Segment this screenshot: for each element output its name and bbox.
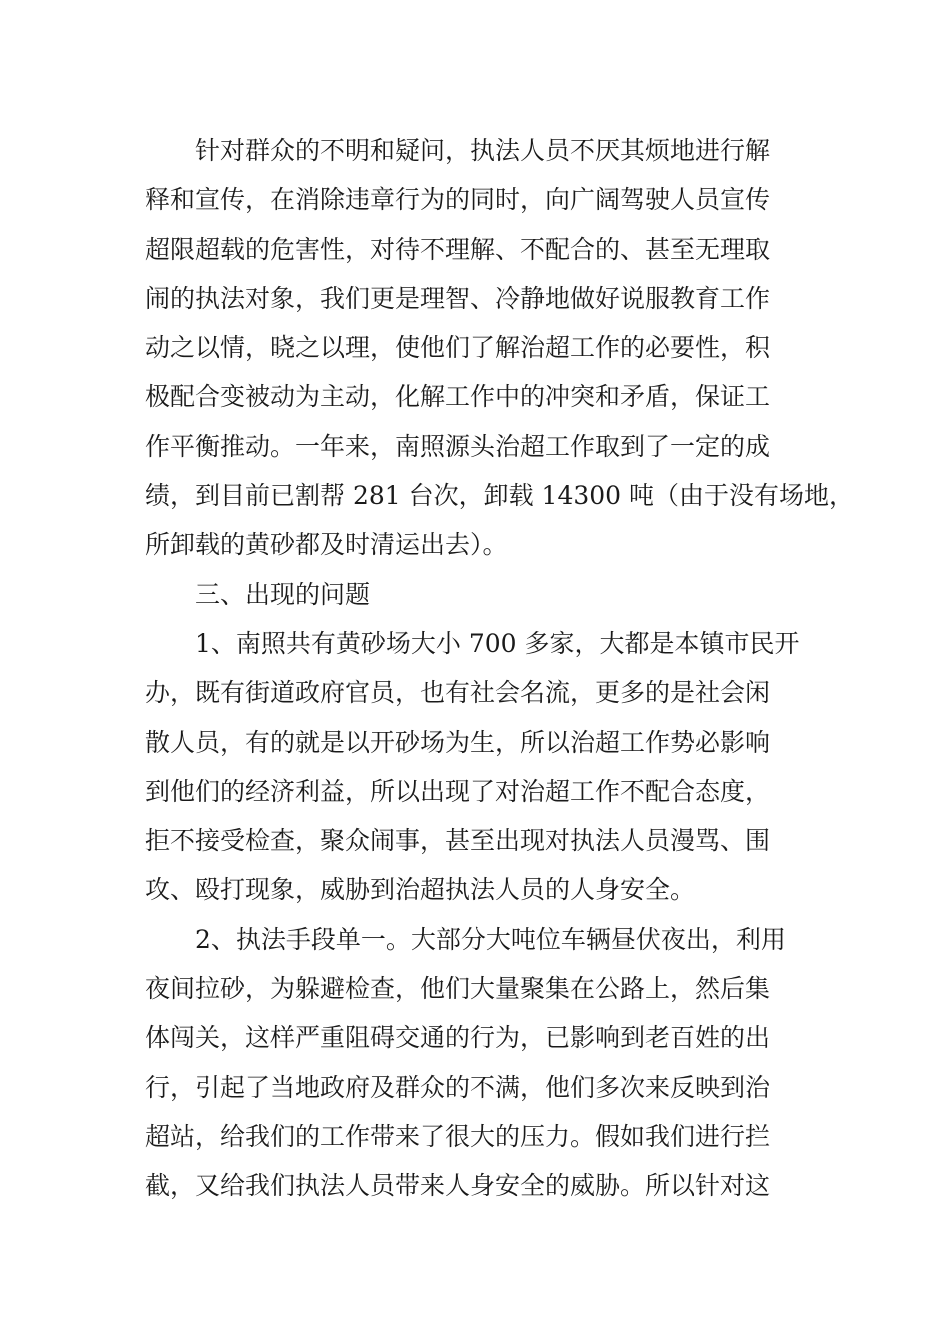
paragraph-line: 作平衡推动。一年来，南照源头治超工作取到了一定的成 [145,431,771,461]
paragraph-line: 体闯关，这样严重阻碍交通的行为，已影响到老百姓的出 [145,1023,771,1053]
paragraph-line: 所卸载的黄砂都及时清运出去）。 [145,530,508,560]
paragraph-line: 针对群众的不明和疑问，执法人员不厌其烦地进行解 [195,136,771,165]
paragraph-line: 绩，到目前已割帮 281 台次，卸载 14300 吨（由于没有场地， [145,481,855,511]
section-heading: 三、出现的问题 [195,579,371,609]
paragraph-1 [145,126,855,570]
paragraph-line: 夜间拉砂，为躲避检查，他们大量聚集在公路上，然后集 [145,974,771,1004]
paragraph-line: 散人员，有的就是以开砂场为生，所以治超工作势必影响 [145,727,771,757]
paragraph-line: 攻、殴打现象，威胁到治超执法人员的人身安全。 [145,875,696,905]
paragraph-line: 拒不接受检查，聚众闹事，甚至出现对执法人员漫骂、围 [145,826,771,856]
document-body [145,126,855,1211]
paragraph-line: 截，又给我们执法人员带来人身安全的威胁。所以针对这 [145,1171,771,1201]
paragraph-line: 超站，给我们的工作带来了很大的压力。假如我们进行拦 [145,1121,771,1151]
paragraph-line: 超限超载的危害性，对待不理解、不配合的、甚至无理取 [145,234,771,264]
paragraph-line: 动之以情，晓之以理，使他们了解治超工作的必要性，积 [145,333,771,363]
paragraph-line: 极配合变被动为主动，化解工作中的冲突和矛盾，保证工 [145,382,771,412]
paragraph-line: 2、执法手段单一。大部分大吨位车辆昼伏夜出，利用 [195,924,786,954]
paragraph-3 [145,915,835,1211]
paragraph-line: 办，既有街道政府官员，也有社会名流，更多的是社会闲 [145,678,771,708]
section-heading-block [145,570,835,619]
paragraph-line: 闹的执法对象，我们更是理智、冷静地做好说服教育工作 [145,283,771,313]
paragraph-line: 释和宣传，在消除违章行为的同时，向广阔驾驶人员宣传 [145,185,771,215]
paragraph-line: 行，引起了当地政府及群众的不满，他们多次来反映到治 [145,1072,771,1102]
paragraph-2 [145,619,835,915]
paragraph-line: 到他们的经济利益，所以出现了对治超工作不配合态度， [145,776,771,806]
paragraph-line: 1、南照共有黄砂场大小 700 多家，大都是本镇市民开 [195,628,800,658]
